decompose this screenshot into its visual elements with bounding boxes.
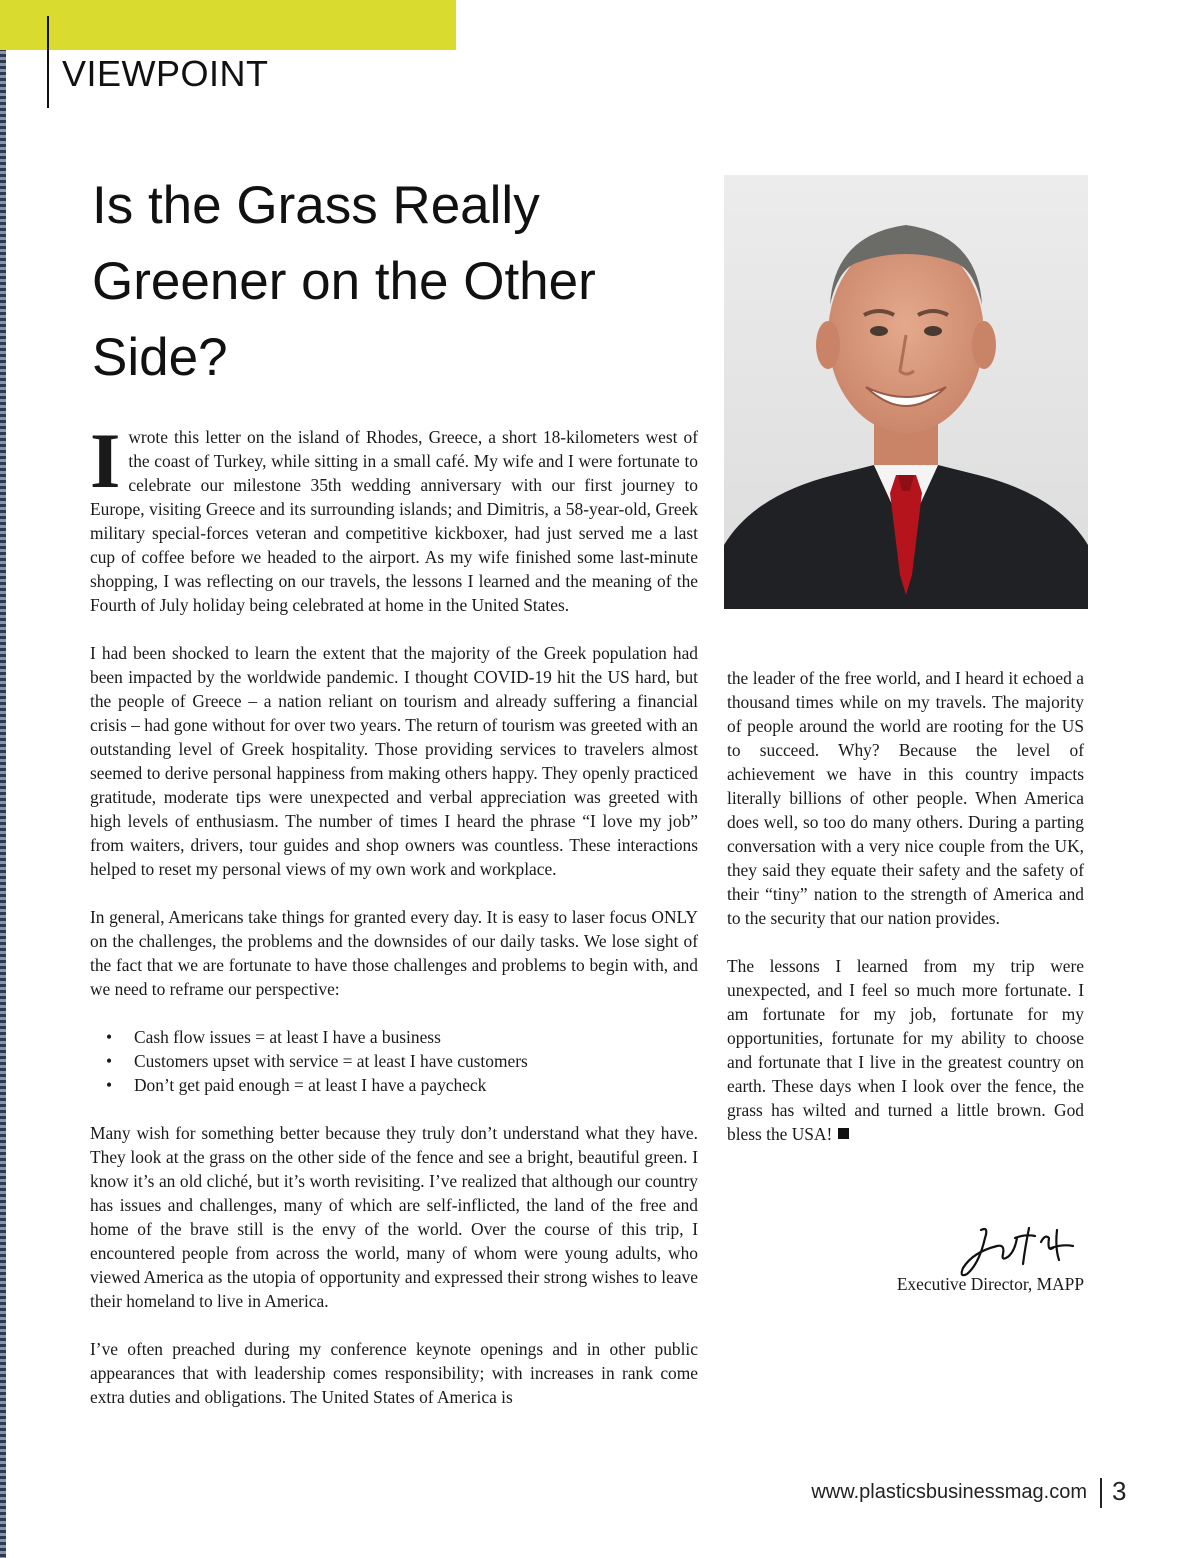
article-paragraph-6: the leader of the free world, and I heard it echoed a thousand times while on my travels. The majority of people around the world are rooting for the US to succeed. Why? Because the level of achievement we have in this country impacts literally billions of other people. When America does well, so too do many others. During a parting conversation with a very nice couple from the UK, they said they equate their safety and the safety of their “tiny” nation to the strength of America and to the security that our nation provides. — [727, 668, 1084, 928]
footer-separator — [1100, 1478, 1102, 1508]
paragraph-7-text: The lessons I learned from my trip were unexpected, and I feel so much more fortunate. I am fortunate for my job, fortunate for my opportunities, fortunate for my ability to choose and fortunate that I live in the greatest country on earth. These days when I look over the fence, the grass has wilted and turned a little brown. God bless the USA! — [727, 956, 1084, 1144]
footer-website-url: www.plasticsbusinessmag.com — [811, 1481, 1087, 1503]
list-item: • Cash flow issues = at least I have a business — [106, 1025, 698, 1049]
article-column-right — [727, 666, 1084, 1170]
end-of-article-icon — [838, 1128, 849, 1139]
portrait-illustration — [724, 175, 1088, 609]
paragraph-1-text: wrote this letter on the island of Rhodes, Greece, a short 18-kilometers west of the coast of Turkey, while sitting in a small café. My wife and I were fortunate to celebrate our milestone 35th wedding anniversary with our first journey to Europe, visiting Greece and its surrounding islands; and Dimitris, a 58-year-old, Greek military special-forces veteran and competitive kickboxer, had just served me a last cup of coffee before we headed to the airport. As my wife finished some last-minute shopping, I was reflecting on our travels, the lessons I learned and the meaning of the Fourth of July holiday being celebrated at home in the United States. — [90, 427, 698, 615]
drop-cap: I — [90, 417, 121, 504]
header-accent-bar — [0, 0, 456, 50]
signature-title: Executive Director, MAPP — [896, 1274, 1084, 1294]
article-paragraph-2: I had been shocked to learn the extent that the majority of the Greek population had been impacted by the worldwide pandemic. I thought COVID-19 hit the US hard, but the people of Greece – a nation reliant on tourism and already suffering a financial crisis – had gone without for over two years. The return of tourism was greeted with an outstanding level of Greek hospitality. Those providing services to travelers almost seemed to derive personal happiness from making others happy. They openly practiced gratitude, moderate tips were unexpected and verbal appreciation was greeted with high levels of enthusiasm. The number of times I heard the phrase “I love my job” from waiters, drivers, tour guides and shop owners was countless. These interactions helped to reset my personal views of my own work and workplace. — [90, 643, 698, 879]
list-item: • Customers upset with service = at least I have customers — [106, 1049, 698, 1073]
perspective-list — [106, 1025, 698, 1097]
page-number: 3 — [1112, 1476, 1127, 1506]
author-portrait — [724, 175, 1088, 609]
section-label: VIEWPOINT — [62, 53, 269, 94]
article-paragraph-5: I’ve often preached during my conference keynote openings and in other public appearances that with leadership comes responsibility; with increases in rank come extra duties and obligations. The United States of America is — [90, 1339, 698, 1407]
article-paragraph-7 — [727, 954, 1084, 1146]
article-column-left — [90, 417, 698, 1433]
article-paragraph-1 — [90, 417, 698, 617]
article-paragraph-4: Many wish for something better because they truly don’t understand what they have. They look at the grass on the other side of the fence and see a bright, beautiful green. I know it’s an old cliché, but it’s worth revisiting. I’ve realized that although our country has issues and challenges, many of which are self-inflicted, the land of the free and home of the brave still is the envy of the world. Over the course of this trip, I encountered people from across the world, many of whom were young adults, who viewed America as the utopia of opportunity and expressed their strong wishes to leave their homeland to live in America. — [90, 1123, 698, 1311]
section-rule — [47, 16, 49, 108]
article-title: Is the Grass Really Greener on the Other Side? — [92, 176, 596, 387]
article-paragraph-3: In general, Americans take things for granted every day. It is easy to laser focus ONLY on the challenges, the problems and the downsides of our daily tasks. We lose sight of the fact that we are fortunate to have those challenges and problems to begin with, and we need to reframe our perspective: — [90, 907, 698, 999]
page-edge-strip — [0, 0, 6, 1558]
list-item: • Don’t get paid enough = at least I have a paycheck — [106, 1073, 698, 1097]
